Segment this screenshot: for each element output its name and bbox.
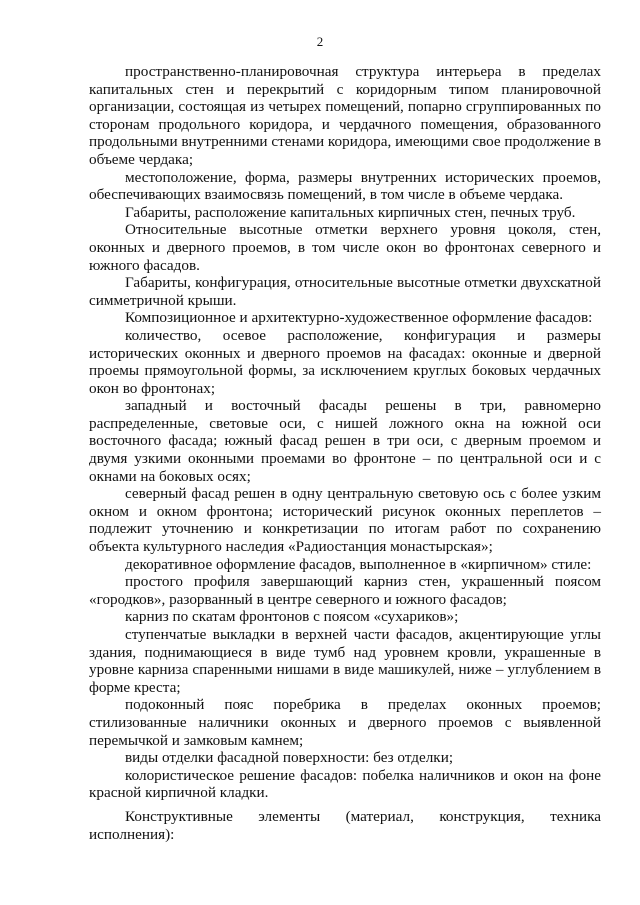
page-number: 2 bbox=[316, 34, 324, 49]
paragraph-spatial-structure: пространственно-планировочная структура интерьера в пределах капитальных стен и перекрытий с коридорным типом планировочной организации, состоящая из четырех помещений, попарно сгруппированных по сторонам продольного коридора, и чердачного помещения, образованного продольными внутренними стенами коридора, имеющими свое продолжение в объеме чердака; bbox=[89, 63, 601, 168]
paragraph-gable-cornice: карниз по скатам фронтонов с поясом «сухариков»; bbox=[125, 608, 459, 626]
paragraph-window-band: подоконный пояс поребрика в пределах оконных проемов; стилизованные наличники оконных и дверного проемов с выявленной перемычкой и замковым камнем; bbox=[89, 696, 601, 749]
paragraph-stepped-brickwork: ступенчатые выкладки в верхней части фасадов, акцентирующие углы здания, поднимающиеся в виде тумб над уровнем кровли, украшенные в уровне карниза спаренными нишами в виде машикулей, ниже – углублением в форме креста; bbox=[89, 626, 601, 696]
paragraph-walls-dimensions: Габариты, расположение капитальных кирпичных стен, печных труб. bbox=[125, 203, 576, 221]
paragraph-decorative-style: декоративное оформление фасадов, выполненное в «кирпичном» стиле: bbox=[125, 555, 592, 573]
paragraph-north-facade: северный фасад решен в одну центральную световую ось с более узким окном и окном фронтона; исторический рисунок оконных переплетов – подлежит уточнению и конкретизации по итогам работ по сохранению объекта культурного наследия «Радиостанция монастырская»; bbox=[89, 485, 601, 556]
paragraph-structural-elements: Конструктивные элементы (материал, конструкция, техника исполнения): bbox=[89, 807, 601, 843]
document-body bbox=[89, 63, 601, 843]
paragraph-color-scheme: колористическое решение фасадов: побелка наличников и окон на фоне красной кирпичной кладки. bbox=[89, 766, 601, 802]
paragraph-cornice: простого профиля завершающий карниз стен, украшенный поясом «городков», разорванный в центре северного и южного фасадов; bbox=[89, 573, 601, 608]
paragraph-facade-composition-heading: Композиционное и архитектурно-художественное оформление фасадов: bbox=[125, 309, 593, 327]
paragraph-height-marks: Относительные высотные отметки верхнего уровня цоколя, стен, оконных и дверного проемов, в том числе окон во фронтонах северного и южного фасадов. bbox=[89, 221, 601, 274]
paragraph-west-east-facades: западный и восточный фасады решены в три, равномерно распределенные, световые оси, с нишей ложного окна на южной оси восточного фасада; южный фасад решен в три оси, с дверным проемом и двумя узкими оконными проемами во фронтоне – по центральной оси и с окнами на боковых осях; bbox=[89, 397, 601, 485]
paragraph-finish-types: виды отделки фасадной поверхности: без отделки; bbox=[125, 749, 454, 767]
paragraph-openings-location: местоположение, форма, размеры внутренних исторических проемов, обеспечивающих взаимосвязь помещений, в том числе в объеме чердака. bbox=[89, 168, 601, 204]
paragraph-roof-dimensions: Габариты, конфигурация, относительные высотные отметки двухскатной симметричной крыши. bbox=[89, 274, 601, 309]
paragraph-openings-count: количество, осевое расположение, конфигурация и размеры исторических оконных и дверного проемов на фасадах: оконные и дверной проемы прямоугольной формы, за исключением круглых боковых чердачных окон во фронтонах; bbox=[89, 326, 601, 397]
